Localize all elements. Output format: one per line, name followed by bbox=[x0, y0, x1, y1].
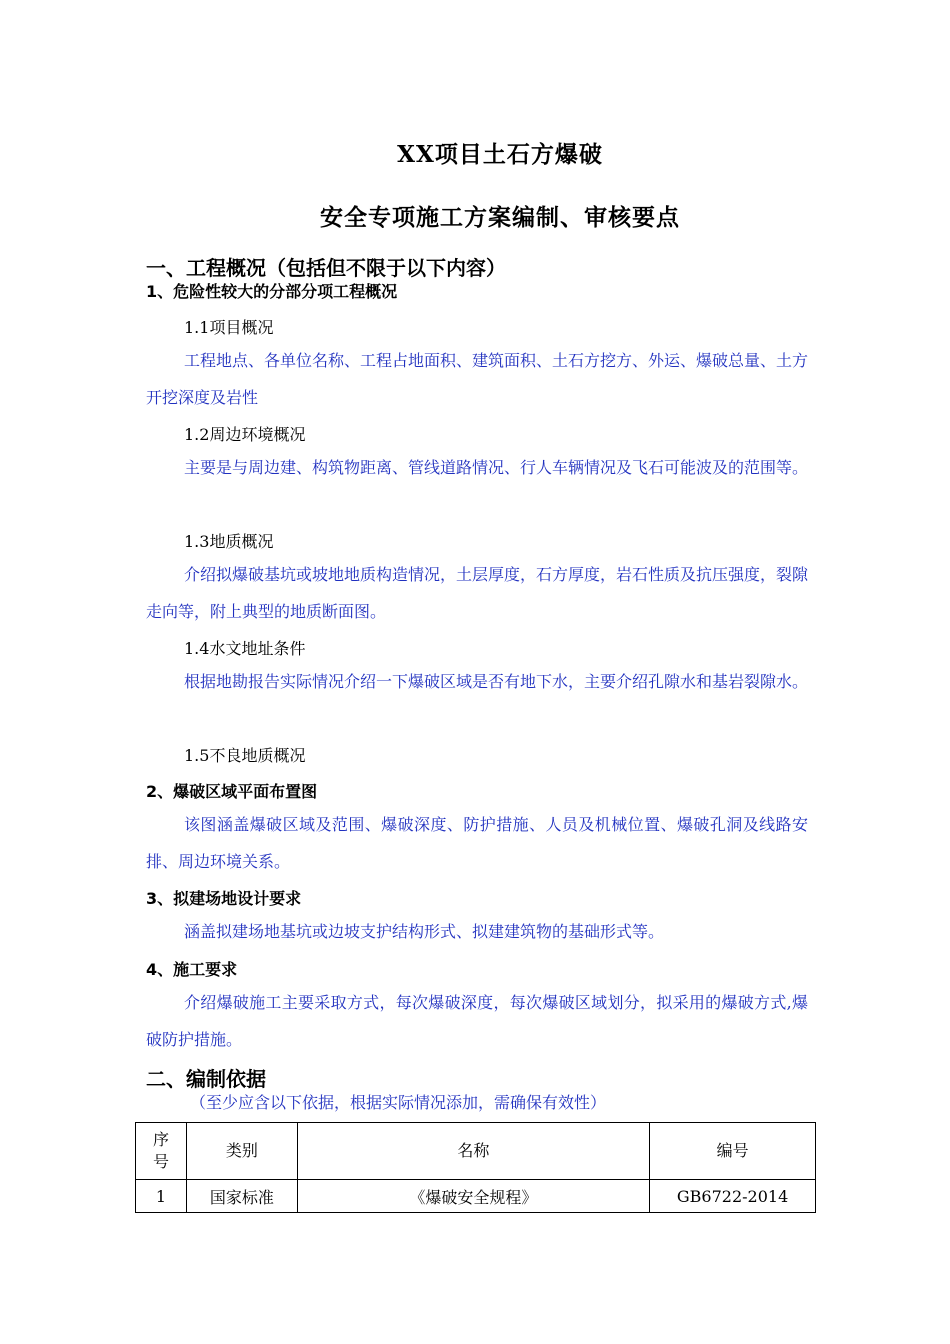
header-category: 类别 bbox=[186, 1123, 297, 1180]
basis-table bbox=[135, 1122, 816, 1213]
item-1-heading: 1、危险性较大的分部分项工程概况 bbox=[146, 282, 398, 301]
subsection-1-1-text: 工程地点、各单位名称、工程占地面积、建筑面积、土石方挖方、外运、爆破总量、土方开挖深度及岩性 bbox=[146, 351, 809, 407]
section-2-note: （至少应含以下依据，根据实际情况添加，需确保有效性） bbox=[190, 1093, 607, 1112]
header-code: 编号 bbox=[650, 1123, 816, 1180]
subsection-1-3-text: 介绍拟爆破基坑或坡地地质构造情况，土层厚度，石方厚度，岩石性质及抗压强度，裂隙走向等，附上典型的地质断面图。 bbox=[146, 565, 809, 621]
subsection-1-4-text: 根据地勘报告实际情况介绍一下爆破区域是否有地下水，主要介绍孔隙水和基岩裂隙水。 bbox=[184, 672, 809, 691]
section-2-heading: 二、编制依据 bbox=[146, 1067, 266, 1091]
table-header-row bbox=[136, 1123, 816, 1180]
item-2-text: 该图涵盖爆破区域及范围、爆破深度、防护措施、人员及机械位置、爆破孔洞及线路安排、周边环境关系。 bbox=[146, 815, 808, 871]
document-subtitle: 安全专项施工方案编制、审核要点 bbox=[320, 204, 680, 231]
subsection-1-1-heading: 1.1项目概况 bbox=[184, 318, 274, 337]
item-3-text: 涵盖拟建场地基坑或边坡支护结构形式、拟建建筑物的基础形式等。 bbox=[184, 922, 665, 941]
section-1-heading: 一、工程概况（包括但不限于以下内容） bbox=[146, 256, 506, 280]
subsection-1-5-heading: 1.5不良地质概况 bbox=[184, 746, 306, 765]
cell-seq: 1 bbox=[136, 1180, 187, 1213]
header-name: 名称 bbox=[297, 1123, 649, 1180]
item-3-heading: 3、拟建场地设计要求 bbox=[146, 889, 302, 908]
header-seq-line1: 序 bbox=[152, 1130, 169, 1149]
item-4-heading: 4、施工要求 bbox=[146, 960, 238, 979]
item-2-heading: 2、爆破区域平面布置图 bbox=[146, 782, 318, 801]
header-seq-line2: 号 bbox=[152, 1152, 169, 1171]
subsection-1-2-text: 主要是与周边建、构筑物距离、管线道路情况、行人车辆情况及飞石可能波及的范围等。 bbox=[184, 458, 809, 477]
cell-code: GB6722-2014 bbox=[650, 1180, 816, 1213]
cell-category: 国家标准 bbox=[186, 1180, 297, 1213]
table-row bbox=[136, 1180, 816, 1213]
subsection-1-4-heading: 1.4水文地址条件 bbox=[184, 639, 306, 658]
document-title: XX项目土石方爆破 bbox=[397, 141, 603, 168]
subsection-1-3-heading: 1.3地质概况 bbox=[184, 532, 274, 551]
cell-name: 《爆破安全规程》 bbox=[297, 1180, 649, 1213]
header-seq bbox=[136, 1123, 187, 1180]
item-4-text: 介绍爆破施工主要采取方式，每次爆破深度，每次爆破区域划分，拟采用的爆破方式,爆破防护措施。 bbox=[146, 993, 808, 1049]
subsection-1-2-heading: 1.2周边环境概况 bbox=[184, 425, 306, 444]
